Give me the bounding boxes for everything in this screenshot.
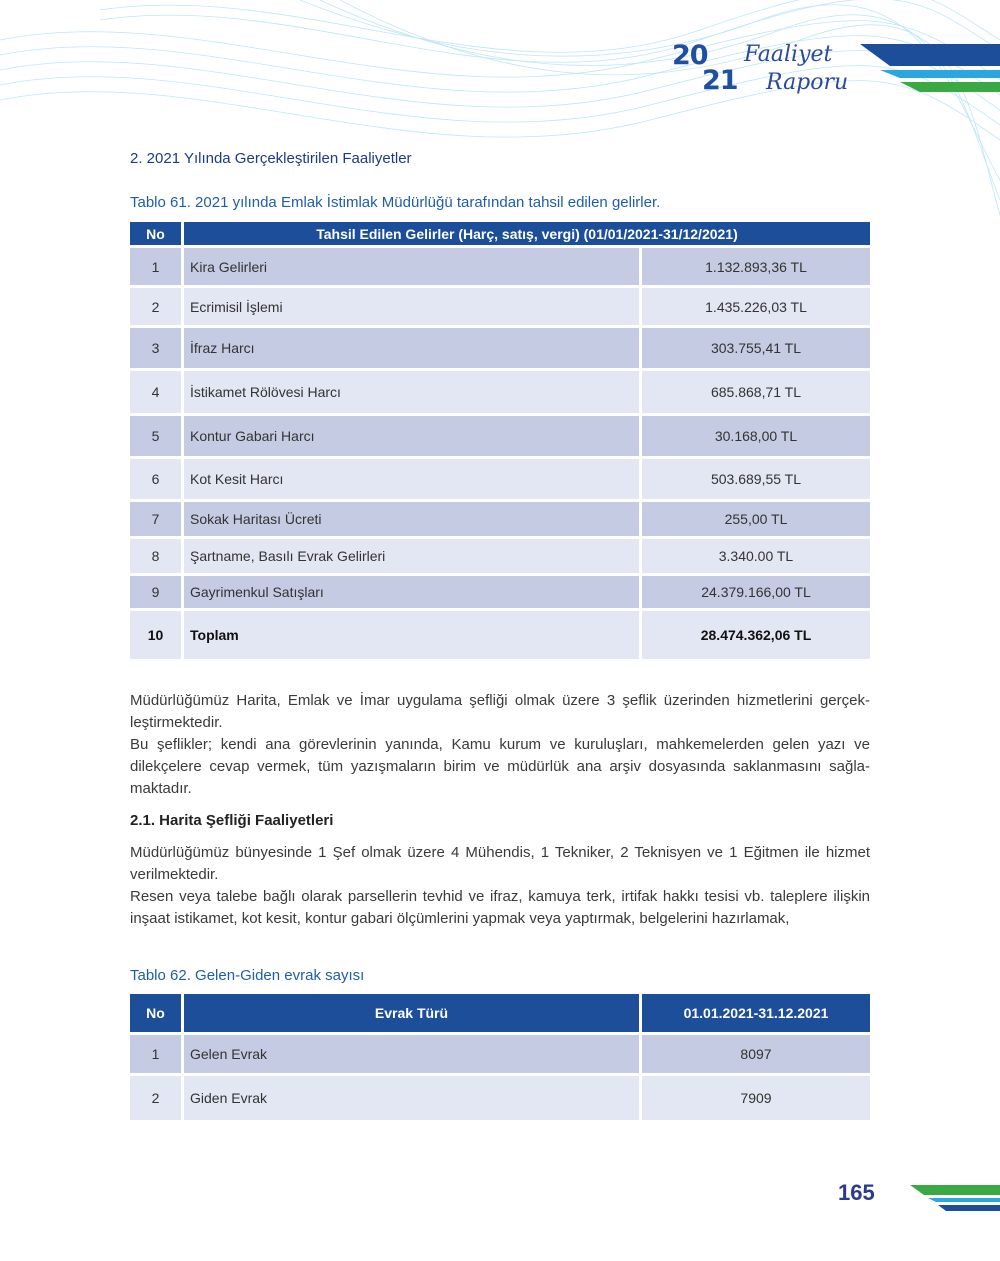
row-no: 2 (130, 288, 181, 325)
revenue-table (127, 219, 873, 662)
paragraph-4: Resen veya talebe bağlı olarak parsellerin tevhid ve ifraz, kamuya terk, irtifak hakkı tesisi vb. taleplere ilişkin inşaat istikamet, kot kesit, kontur gabari ölçümlerini yapmak veya yaptırmak, belgelerini hazırlamak, (130, 888, 870, 927)
table-row (130, 539, 870, 573)
row-no: 7 (130, 502, 181, 536)
row-label: Kot Kesit Harcı (184, 459, 639, 499)
table-row (130, 416, 870, 456)
logo-year-top: 20 (672, 40, 708, 71)
paragraph-1: Müdürlüğümüz Harita, Emlak ve İmar uygulama şefliği olmak üzere 3 şeflik üzerinden hizmetlerini gerçek-leştirmektedir. (130, 692, 870, 731)
logo-script-line2: Raporu (766, 70, 849, 95)
row-value: 303.755,41 TL (642, 328, 870, 368)
table-row (130, 576, 870, 608)
table2-header-period: 01.01.2021-31.12.2021 (642, 994, 870, 1032)
row-value: 30.168,00 TL (642, 416, 870, 456)
table-row (130, 248, 870, 285)
table-row (130, 288, 870, 325)
row-value: 24.379.166,00 TL (642, 576, 870, 608)
row-no: 3 (130, 328, 181, 368)
table-total-row (130, 611, 870, 659)
row-label: Kira Gelirleri (184, 248, 639, 285)
row-label: Sokak Haritası Ücreti (184, 502, 639, 536)
row-no: 5 (130, 416, 181, 456)
row-label: Şartname, Basılı Evrak Gelirleri (184, 539, 639, 573)
row-value: 3.340.00 TL (642, 539, 870, 573)
table1-header-desc: Tahsil Edilen Gelirler (Harç, satış, vergi) (01/01/2021-31/12/2021) (184, 222, 870, 245)
table2-header-no: No (130, 994, 181, 1032)
row-value: 503.689,55 TL (642, 459, 870, 499)
row-no: 8 (130, 539, 181, 573)
row-no: 10 (130, 611, 181, 659)
subsection-title: 2.1. Harita Şefliği Faaliyetleri (130, 812, 334, 829)
section-title: 2. 2021 Yılında Gerçekleştirilen Faaliyetler (130, 150, 412, 167)
row-value: 1.132.893,36 TL (642, 248, 870, 285)
table1-caption: Tablo 61. 2021 yılında Emlak İstimlak Müdürlüğü tarafından tahsil edilen gelirler. (130, 194, 661, 211)
table-row (130, 371, 870, 413)
row-label: Gayrimenkul Satışları (184, 576, 639, 608)
row-label: Kontur Gabari Harcı (184, 416, 639, 456)
paragraph-2: Bu şeflikler; kendi ana görevlerinin yanında, Kamu kurum ve kuruluşları, mahkemelerden gelen yazı ve dilekçelere cevap vermek, tüm yazışmaların birim ve müdürlük ana arşiv dosyasında saklanmasını sağla-maktadır. (130, 736, 870, 797)
row-label: İstikamet Rölövesi Harcı (184, 371, 639, 413)
row-label: Giden Evrak (184, 1076, 639, 1120)
logo-year-bottom: 21 (702, 65, 738, 96)
table-row (130, 1035, 870, 1073)
row-label: İfraz Harcı (184, 328, 639, 368)
footer-stripes-decoration (910, 1185, 1000, 1211)
row-label: Ecrimisil İşlemi (184, 288, 639, 325)
table1-header-no: No (130, 222, 181, 245)
row-value: 28.474.362,06 TL (642, 611, 870, 659)
table2-header-type: Evrak Türü (184, 994, 639, 1032)
row-no: 6 (130, 459, 181, 499)
row-value: 685.868,71 TL (642, 371, 870, 413)
paragraph-3: Müdürlüğümüz bünyesinde 1 Şef olmak üzere 4 Mühendis, 1 Tekniker, 2 Teknisyen ve 1 Eğitmen ile hizmet verilmektedir. (130, 844, 870, 883)
table-row (130, 459, 870, 499)
row-no: 2 (130, 1076, 181, 1120)
row-value: 255,00 TL (642, 502, 870, 536)
header-stripes-decoration (840, 44, 1000, 94)
table-row (130, 328, 870, 368)
annual-report-logo (672, 42, 852, 104)
row-value: 7909 (642, 1076, 870, 1120)
document-count-table (127, 991, 873, 1123)
row-no: 1 (130, 248, 181, 285)
table-row (130, 502, 870, 536)
header-wave-decoration (0, 0, 1000, 220)
row-no: 9 (130, 576, 181, 608)
row-no: 4 (130, 371, 181, 413)
row-value: 1.435.226,03 TL (642, 288, 870, 325)
row-label: Gelen Evrak (184, 1035, 639, 1073)
row-value: 8097 (642, 1035, 870, 1073)
page-number: 165 (838, 1180, 875, 1205)
row-no: 1 (130, 1035, 181, 1073)
table-row (130, 1076, 870, 1120)
table2-caption: Tablo 62. Gelen-Giden evrak sayısı (130, 967, 365, 984)
row-label: Toplam (184, 611, 639, 659)
logo-script-line1: Faaliyet (744, 42, 833, 67)
